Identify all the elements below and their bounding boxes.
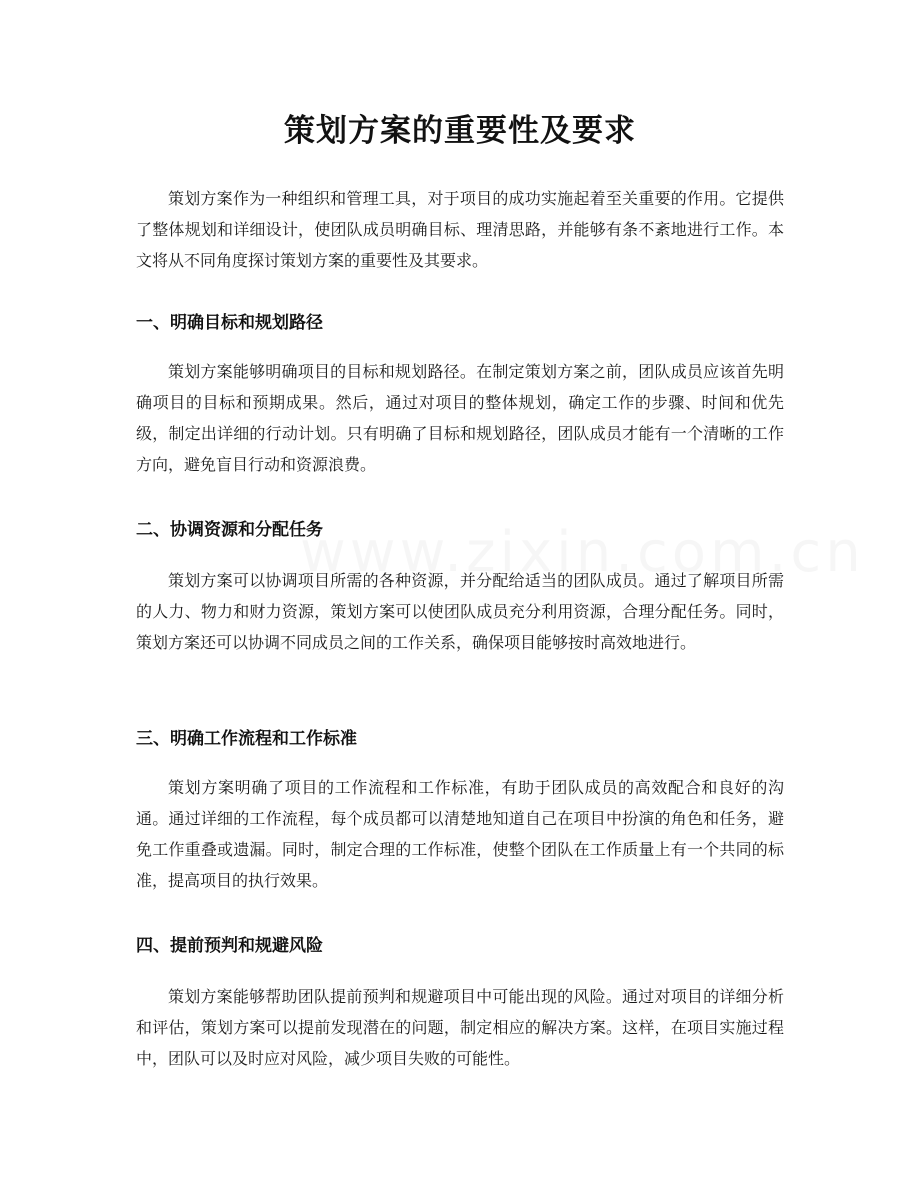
intro-paragraph: 策划方案作为一种组织和管理工具，对于项目的成功实施起着至关重要的作用。它提供了整体规划和详细设计，使团队成员明确目标、理清思路，并能够有条不紊地进行工作。本文将从不同角度探讨策划方案的重要性及其要求。	[136, 189, 784, 270]
document-title: 策划方案的重要性及要求	[284, 113, 636, 149]
section-body-4: 策划方案能够帮助团队提前预判和规避项目中可能出现的风险。通过对项目的详细分析和评估，策划方案可以提前发现潜在的问题，制定相应的解决方案。这样，在项目实施过程中，团队可以及时应对风险，减少项目失败的可能性。	[136, 987, 784, 1068]
section-body-2: 策划方案可以协调项目所需的各种资源，并分配给适当的团队成员。通过了解项目所需的人力、物力和财力资源，策划方案可以使团队成员充分利用资源，合理分配任务。同时，策划方案还可以协调不同成员之间的工作关系，确保项目能够按时高效地进行。	[136, 571, 784, 652]
section-body-1: 策划方案能够明确项目的目标和规划路径。在制定策划方案之前，团队成员应该首先明确项目的目标和预期成果。然后，通过对项目的整体规划，确定工作的步骤、时间和优先级，制定出详细的行动计划。只有明确了目标和规划路径，团队成员才能有一个清晰的工作方向，避免盲目行动和资源浪费。	[136, 362, 784, 474]
section-heading-2: 二、协调资源和分配任务	[136, 520, 323, 540]
section-heading-4: 四、提前预判和规避风险	[136, 936, 323, 956]
section-heading-3: 三、明确工作流程和工作标准	[136, 729, 357, 749]
section-heading-1: 一、明确目标和规划路径	[136, 313, 323, 333]
section-body-3: 策划方案明确了项目的工作流程和工作标准，有助于团队成员的高效配合和良好的沟通。通过详细的工作流程，每个成员都可以清楚地知道自己在项目中扮演的角色和任务，避免工作重叠或遗漏。同时，制定合理的工作标准，使整个团队在工作质量上有一个共同的标准，提高项目的执行效果。	[136, 778, 784, 890]
